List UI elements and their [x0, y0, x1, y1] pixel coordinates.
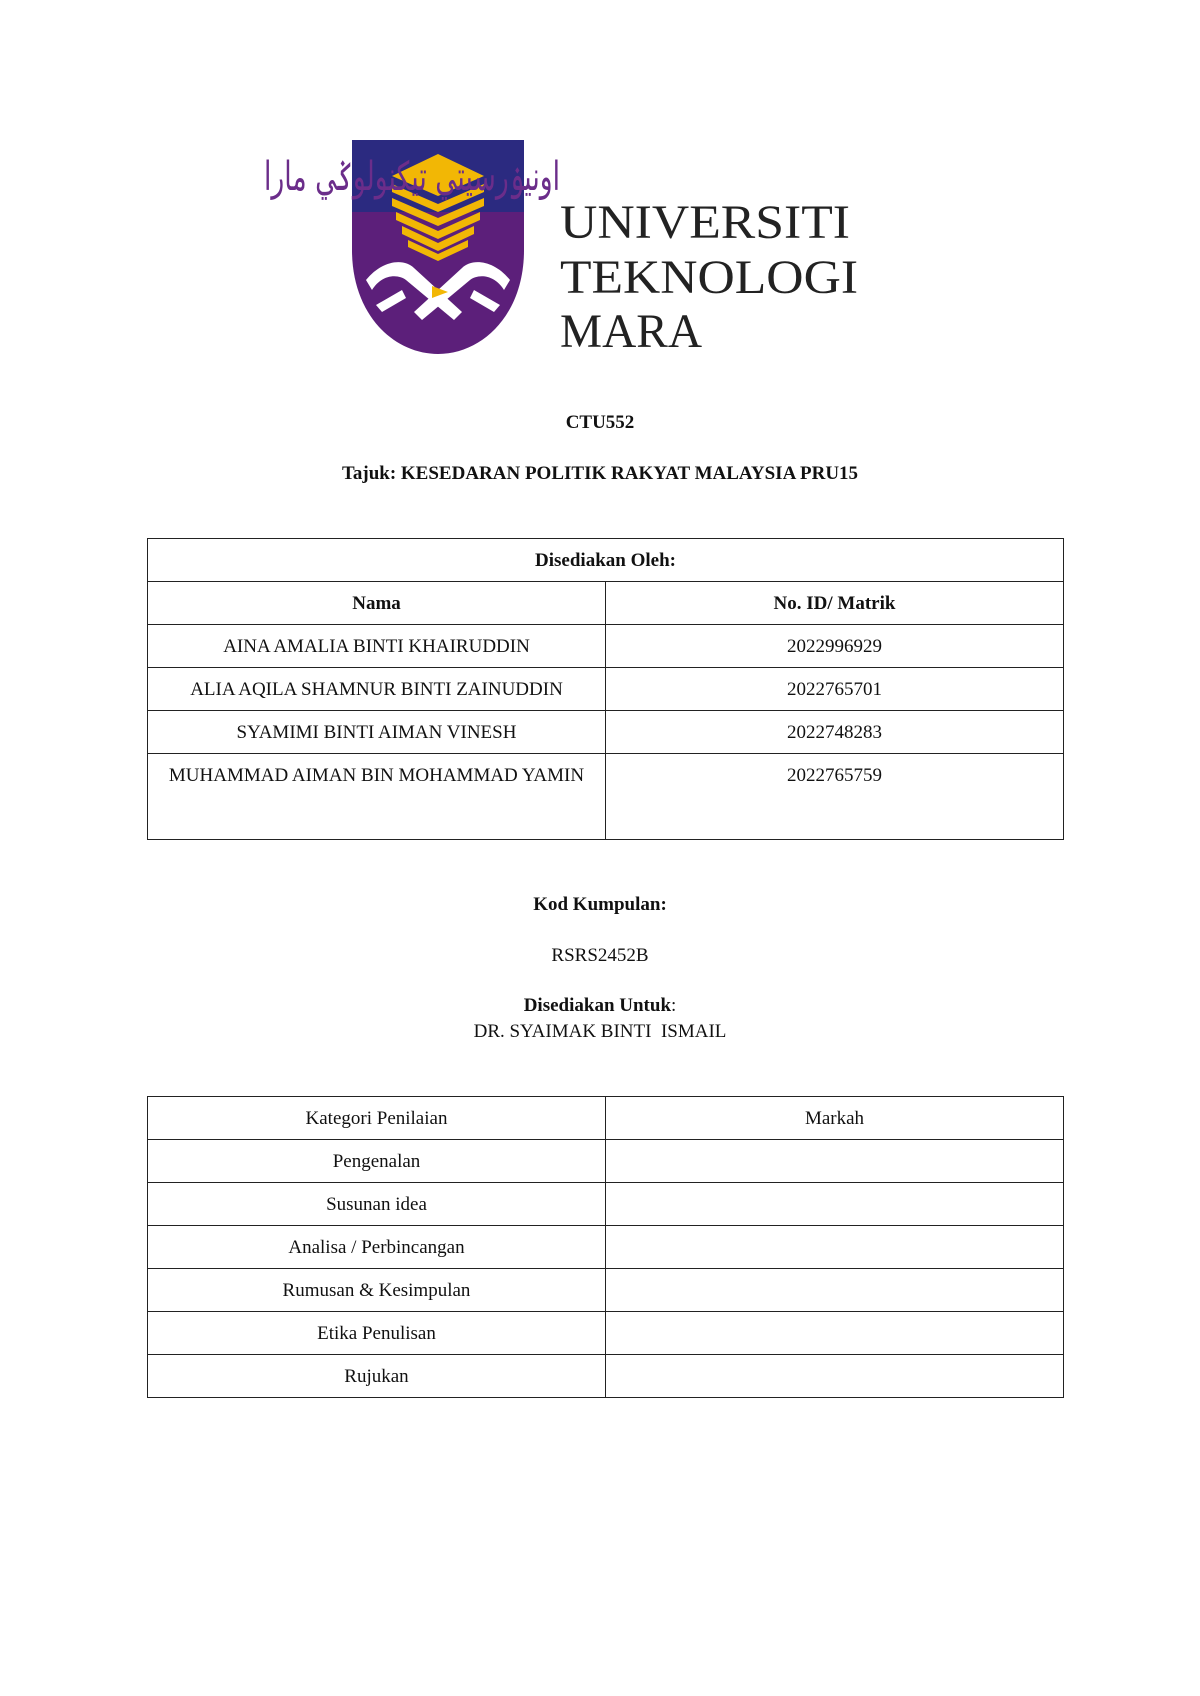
- uitm-logo-graphic: [264, 140, 864, 358]
- table-row: [148, 711, 1064, 754]
- member-name: ALIA AQILA SHAMNUR BINTI ZAINUDDIN: [148, 668, 606, 711]
- assessment-category: Susunan idea: [148, 1183, 606, 1226]
- member-name: AINA AMALIA BINTI KHAIRUDDIN: [148, 625, 606, 668]
- prepared-for-colon: :: [671, 995, 677, 1016]
- prepared-by-heading: Disediakan Oleh:: [148, 539, 1064, 582]
- assessment-mark: [606, 1269, 1064, 1312]
- logo-name-line-1: UNIVERSITI: [560, 196, 850, 249]
- member-id: 2022748283: [606, 711, 1064, 754]
- column-header-category: Kategori Penilaian: [148, 1097, 606, 1140]
- assessment-mark: [606, 1312, 1064, 1355]
- prepared-for-value: DR. SYAIMAK BINTI ISMAIL: [473, 1021, 727, 1042]
- member-id: 2022765759: [606, 754, 1064, 840]
- assessment-mark: [606, 1226, 1064, 1269]
- assessment-mark: [606, 1355, 1064, 1398]
- member-name: SYAMIMI BINTI AIMAN VINESH: [148, 711, 606, 754]
- table-row: [148, 1183, 1064, 1226]
- assessment-category: Rujukan: [148, 1355, 606, 1398]
- prepared-by-table: [147, 538, 1064, 840]
- column-header-id: No. ID/ Matrik: [606, 582, 1064, 625]
- table-row: [148, 754, 1064, 840]
- group-code-value: RSRS2452B: [551, 945, 649, 966]
- prepared-for-label-line: [0, 993, 1200, 1019]
- assessment-mark: [606, 1183, 1064, 1226]
- member-name: MUHAMMAD AIMAN BIN MOHAMMAD YAMIN: [148, 754, 606, 840]
- table-row: [148, 1226, 1064, 1269]
- logo-name-line-2: TEKNOLOGI: [560, 251, 858, 304]
- assessment-category: Pengenalan: [148, 1140, 606, 1183]
- table-row: [148, 1355, 1064, 1398]
- prepared-for-label: Disediakan Untuk: [523, 995, 672, 1016]
- assessment-category: Analisa / Perbincangan: [148, 1226, 606, 1269]
- university-logo: [264, 140, 864, 358]
- course-code: CTU552: [565, 412, 635, 433]
- table-row: [148, 625, 1064, 668]
- table-row: [148, 668, 1064, 711]
- logo-name-line-3: MARA: [560, 305, 703, 358]
- table-row: [148, 1140, 1064, 1183]
- group-code-label: Kod Kumpulan:: [533, 894, 667, 915]
- document-title: Tajuk: KESEDARAN POLITIK RAKYAT MALAYSIA PRU15: [341, 463, 859, 484]
- member-id: 2022765701: [606, 668, 1064, 711]
- logo-jawi-text: اونيۏرسيتي تيکنولوݢي مارا: [264, 154, 560, 200]
- assessment-mark: [606, 1140, 1064, 1183]
- member-id: 2022996929: [606, 625, 1064, 668]
- table-row: [148, 1269, 1064, 1312]
- column-header-name: Nama: [148, 582, 606, 625]
- assessment-table: [147, 1096, 1064, 1398]
- column-header-marks: Markah: [606, 1097, 1064, 1140]
- assessment-category: Rumusan & Kesimpulan: [148, 1269, 606, 1312]
- table-row: [148, 1312, 1064, 1355]
- assessment-category: Etika Penulisan: [148, 1312, 606, 1355]
